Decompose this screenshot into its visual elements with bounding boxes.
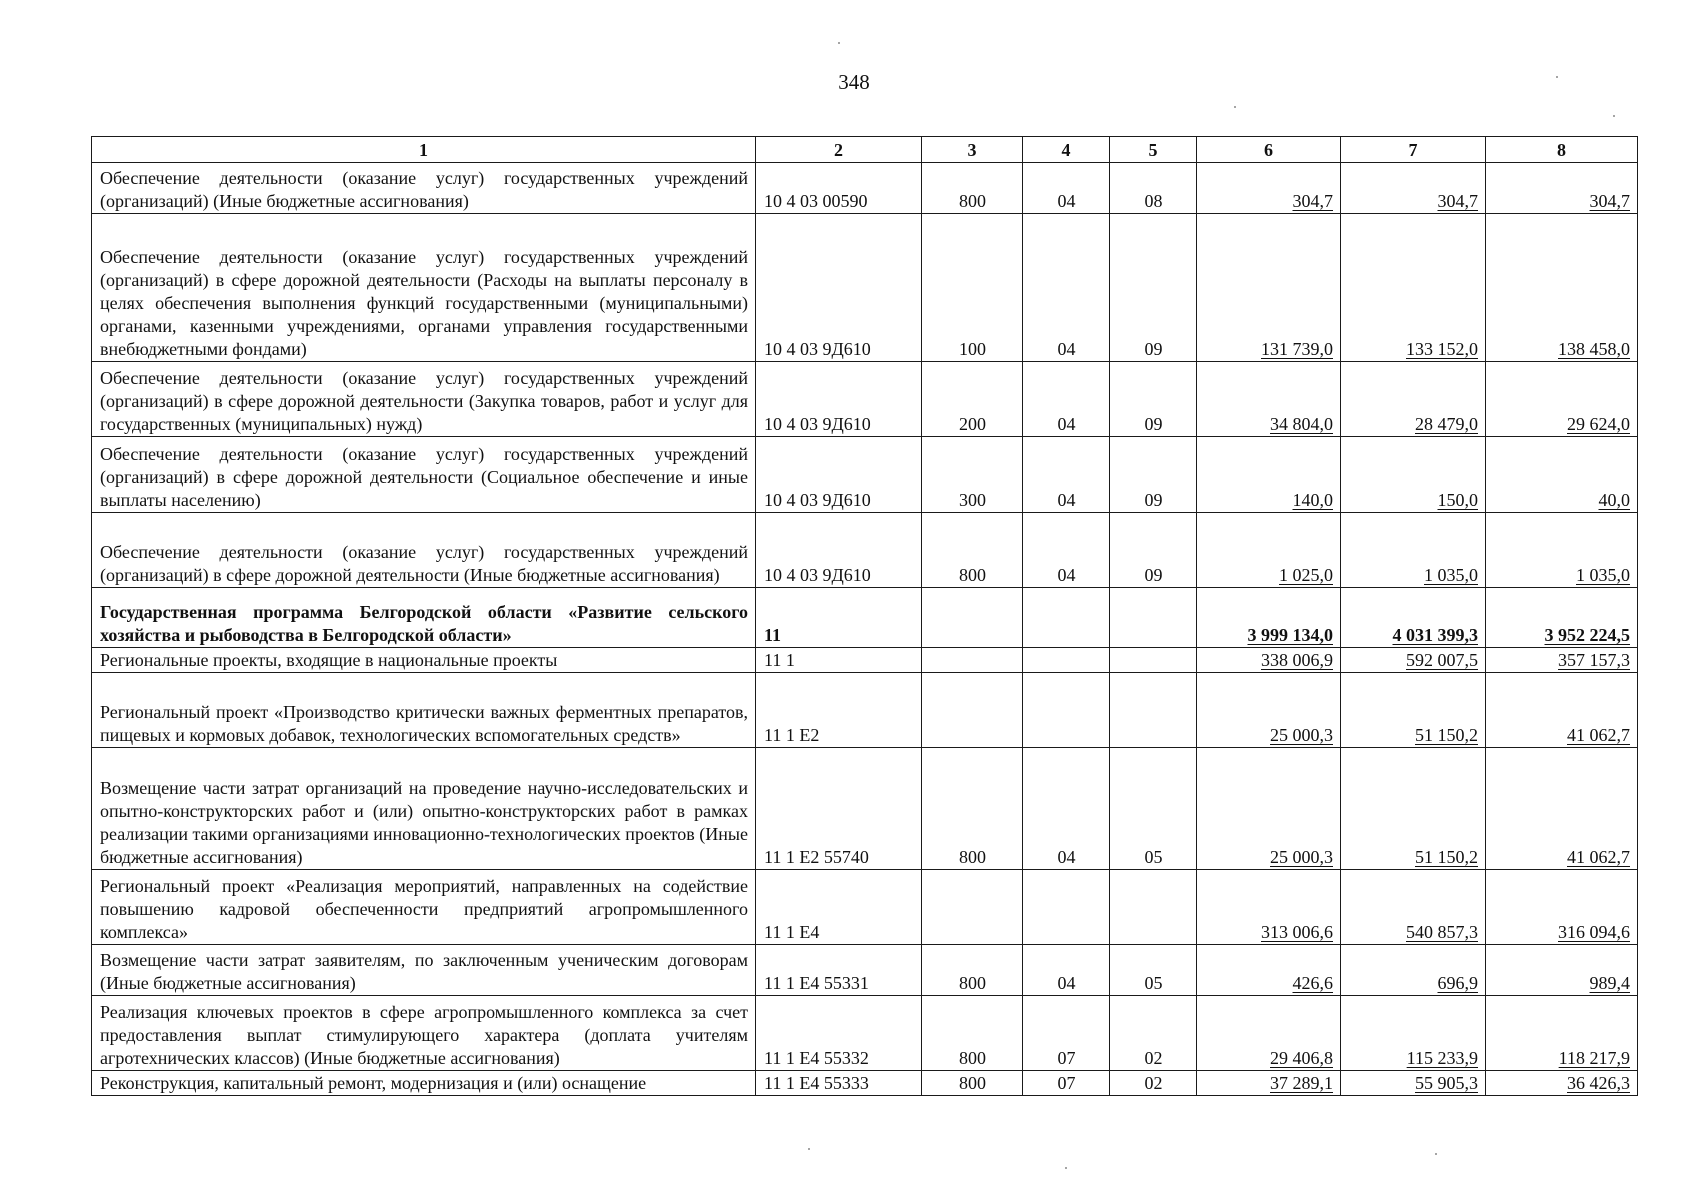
section: 04	[1023, 362, 1110, 437]
row-description: Региональный проект «Производство критически важных ферментных препаратов, пищевых и кормовых добавок, технологических вспомогательных средств»	[92, 673, 756, 748]
page-number: 348	[838, 70, 870, 94]
amount-year-1: 304,7	[1197, 163, 1341, 214]
target-code: 11 1 Е4 55331	[756, 945, 922, 996]
target-code: 11 1	[756, 648, 922, 673]
row-description: Обеспечение деятельности (оказание услуг) государственных учреждений (организаций) в сфере дорожной деятельности (Иные бюджетные ассигнования)	[92, 513, 756, 588]
expense-type: 800	[922, 945, 1023, 996]
expense-type: 300	[922, 437, 1023, 513]
amount-year-2: 4 031 399,3	[1341, 588, 1486, 648]
amount-year-2: 696,9	[1341, 945, 1486, 996]
header-cell: 6	[1197, 137, 1341, 163]
amount-year-1: 37 289,1	[1197, 1071, 1341, 1096]
section: 04	[1023, 513, 1110, 588]
amount-year-1: 313 006,6	[1197, 870, 1341, 945]
expense-type	[922, 588, 1023, 648]
section: 04	[1023, 214, 1110, 362]
target-code: 10 4 03 00590	[756, 163, 922, 214]
header-cell: 7	[1341, 137, 1486, 163]
table-row	[92, 437, 1638, 513]
table-row	[92, 996, 1638, 1071]
target-code: 10 4 03 9Д610	[756, 362, 922, 437]
header-cell: 3	[922, 137, 1023, 163]
table-row	[92, 362, 1638, 437]
section: 04	[1023, 945, 1110, 996]
expense-type: 800	[922, 996, 1023, 1071]
amount-year-3: 3 952 224,5	[1486, 588, 1638, 648]
amount-year-3: 1 035,0	[1486, 513, 1638, 588]
amount-year-1: 34 804,0	[1197, 362, 1341, 437]
amount-year-2: 51 150,2	[1341, 748, 1486, 870]
target-code: 11	[756, 588, 922, 648]
amount-year-1: 29 406,8	[1197, 996, 1341, 1071]
amount-year-1: 140,0	[1197, 437, 1341, 513]
amount-year-1: 131 739,0	[1197, 214, 1341, 362]
header-cell: 8	[1486, 137, 1638, 163]
amount-year-1: 338 006,9	[1197, 648, 1341, 673]
section	[1023, 648, 1110, 673]
section	[1023, 870, 1110, 945]
amount-year-3: 29 624,0	[1486, 362, 1638, 437]
header-cell: 5	[1110, 137, 1197, 163]
header-cell: 2	[756, 137, 922, 163]
target-code: 10 4 03 9Д610	[756, 437, 922, 513]
amount-year-2: 55 905,3	[1341, 1071, 1486, 1096]
table-row	[92, 870, 1638, 945]
amount-year-2: 592 007,5	[1341, 648, 1486, 673]
row-description: Обеспечение деятельности (оказание услуг) государственных учреждений (организаций) в сфере дорожной деятельности (Социальное обеспечение и иные выплаты населению)	[92, 437, 756, 513]
scan-speck	[838, 42, 840, 44]
subsection	[1110, 870, 1197, 945]
section: 07	[1023, 996, 1110, 1071]
table-row	[92, 748, 1638, 870]
row-description: Обеспечение деятельности (оказание услуг) государственных учреждений (организаций) в сфере дорожной деятельности (Закупка товаров, работ и услуг для государственных (муниципальных) нужд)	[92, 362, 756, 437]
subsection: 09	[1110, 214, 1197, 362]
target-code: 11 1 Е2 55740	[756, 748, 922, 870]
row-description: Реализация ключевых проектов в сфере агропромышленного комплекса за счет предоставления выплат стимулирующего характера (доплата учителям агротехнических классов) (Иные бюджетные ассигнования)	[92, 996, 756, 1071]
amount-year-2: 304,7	[1341, 163, 1486, 214]
target-code: 10 4 03 9Д610	[756, 214, 922, 362]
expense-type: 800	[922, 163, 1023, 214]
section	[1023, 588, 1110, 648]
row-description: Региональные проекты, входящие в национальные проекты	[92, 648, 756, 673]
row-description: Обеспечение деятельности (оказание услуг) государственных учреждений (организаций) (Иные бюджетные ассигнования)	[92, 163, 756, 214]
section: 04	[1023, 748, 1110, 870]
subsection: 05	[1110, 945, 1197, 996]
table-row	[92, 588, 1638, 648]
amount-year-3: 357 157,3	[1486, 648, 1638, 673]
row-description: Региональный проект «Реализация мероприятий, направленных на содействие повышению кадровой обеспеченности предприятий агропромышленного комплекса»	[92, 870, 756, 945]
amount-year-1: 426,6	[1197, 945, 1341, 996]
row-description: Государственная программа Белгородской области «Развитие сельского хозяйства и рыбоводства в Белгородской области»	[92, 588, 756, 648]
target-code: 11 1 Е4 55332	[756, 996, 922, 1071]
row-description: Возмещение части затрат организаций на проведение научно-исследовательских и опытно-конструкторских работ и (или) опытно-конструкторских работ в рамках реализации такими организациями инновационно-технологических проектов (Иные бюджетные ассигнования)	[92, 748, 756, 870]
scan-speck	[1435, 1153, 1437, 1155]
table-row	[92, 1071, 1638, 1096]
expense-type	[922, 648, 1023, 673]
target-code: 11 1 Е4 55333	[756, 1071, 922, 1096]
amount-year-3: 138 458,0	[1486, 214, 1638, 362]
amount-year-2: 540 857,3	[1341, 870, 1486, 945]
subsection: 05	[1110, 748, 1197, 870]
amount-year-3: 36 426,3	[1486, 1071, 1638, 1096]
expense-type: 800	[922, 748, 1023, 870]
table-body	[92, 163, 1638, 1096]
expense-type	[922, 673, 1023, 748]
subsection	[1110, 588, 1197, 648]
subsection: 02	[1110, 1071, 1197, 1096]
table-row	[92, 214, 1638, 362]
amount-year-3: 41 062,7	[1486, 673, 1638, 748]
amount-year-2: 133 152,0	[1341, 214, 1486, 362]
amount-year-3: 41 062,7	[1486, 748, 1638, 870]
table-row	[92, 945, 1638, 996]
target-code: 10 4 03 9Д610	[756, 513, 922, 588]
header-cell: 1	[92, 137, 756, 163]
table-row	[92, 163, 1638, 214]
scan-speck	[808, 1148, 810, 1150]
row-description: Обеспечение деятельности (оказание услуг) государственных учреждений (организаций) в сфере дорожной деятельности (Расходы на выплаты персоналу в целях обеспечения выполнения функций государственными (муниципальными) органами, казенными учреждениями, органами управления государственными внебюджетными фондами)	[92, 214, 756, 362]
amount-year-1: 25 000,3	[1197, 673, 1341, 748]
table-row	[92, 648, 1638, 673]
subsection: 09	[1110, 513, 1197, 588]
section: 04	[1023, 163, 1110, 214]
amount-year-3: 316 094,6	[1486, 870, 1638, 945]
scan-speck	[1234, 106, 1236, 108]
expense-type: 800	[922, 1071, 1023, 1096]
header-row	[92, 137, 1638, 163]
amount-year-2: 28 479,0	[1341, 362, 1486, 437]
section	[1023, 673, 1110, 748]
amount-year-1: 3 999 134,0	[1197, 588, 1341, 648]
expense-type: 800	[922, 513, 1023, 588]
amount-year-3: 40,0	[1486, 437, 1638, 513]
budget-table	[91, 136, 1638, 1096]
table-row	[92, 513, 1638, 588]
subsection	[1110, 648, 1197, 673]
scan-speck	[1556, 76, 1558, 78]
subsection: 09	[1110, 362, 1197, 437]
amount-year-2: 51 150,2	[1341, 673, 1486, 748]
expense-type: 100	[922, 214, 1023, 362]
target-code: 11 1 Е2	[756, 673, 922, 748]
amount-year-2: 115 233,9	[1341, 996, 1486, 1071]
amount-year-3: 118 217,9	[1486, 996, 1638, 1071]
section: 04	[1023, 437, 1110, 513]
expense-type	[922, 870, 1023, 945]
expense-type: 200	[922, 362, 1023, 437]
subsection: 09	[1110, 437, 1197, 513]
target-code: 11 1 Е4	[756, 870, 922, 945]
scan-speck	[1613, 115, 1615, 117]
amount-year-3: 304,7	[1486, 163, 1638, 214]
amount-year-1: 1 025,0	[1197, 513, 1341, 588]
table-row	[92, 673, 1638, 748]
row-description: Реконструкция, капитальный ремонт, модернизация и (или) оснащение	[92, 1071, 756, 1096]
row-description: Возмещение части затрат заявителям, по заключенным ученическим договорам (Иные бюджетные ассигнования)	[92, 945, 756, 996]
scan-speck	[1065, 1167, 1067, 1169]
header-cell: 4	[1023, 137, 1110, 163]
section: 07	[1023, 1071, 1110, 1096]
amount-year-2: 1 035,0	[1341, 513, 1486, 588]
subsection	[1110, 673, 1197, 748]
subsection: 08	[1110, 163, 1197, 214]
amount-year-1: 25 000,3	[1197, 748, 1341, 870]
subsection: 02	[1110, 996, 1197, 1071]
amount-year-2: 150,0	[1341, 437, 1486, 513]
amount-year-3: 989,4	[1486, 945, 1638, 996]
